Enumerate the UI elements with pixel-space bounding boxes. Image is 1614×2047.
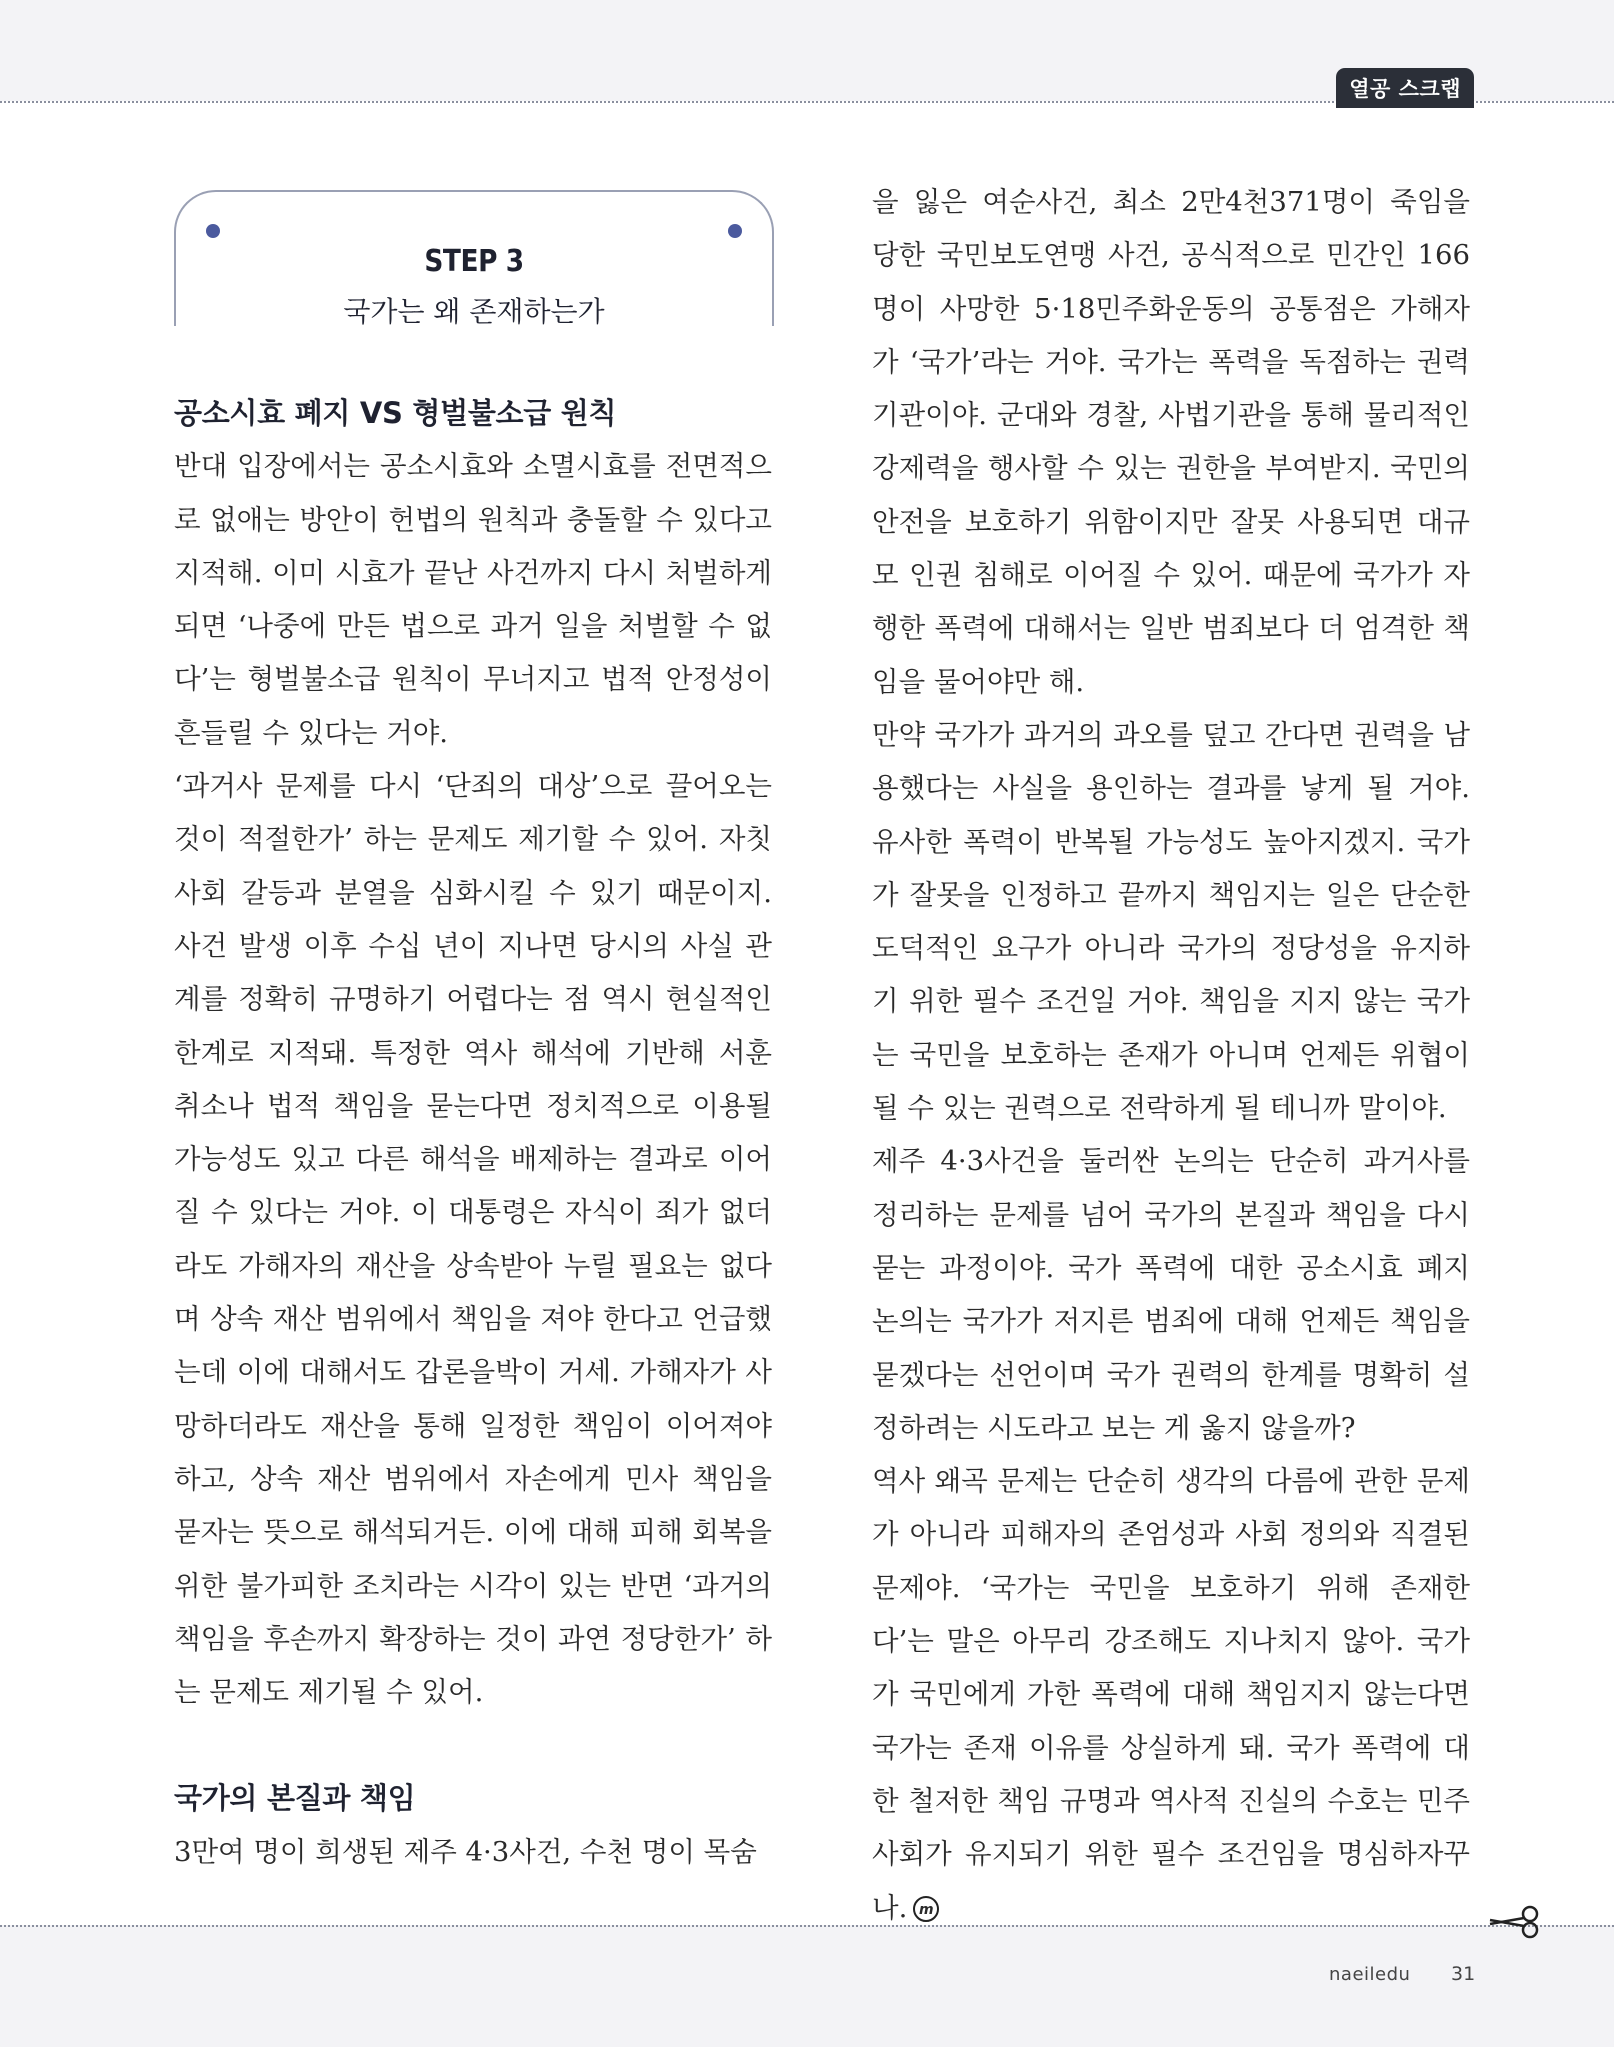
step-label: STEP 3 bbox=[424, 244, 524, 279]
paragraph: 역사 왜곡 문제는 단순히 생각의 다름에 관한 문제가 아니라 피해자의 존엄성과 사회 정의와 직결된 문제야. ‘국가는 국민을 보호하기 위해 존재한다’는 말은 아무리 강조해도 지나치지 않아. 국가가 국민에게 가한 폭력에 대해 책임지지 않는다면 국가는 존재 이유를 상실하게 돼. 국가 폭력에 대한 철저한 책임 규명과 역사적 진실의 수호는 민주 사회가 유지되기 위한 필수 조건임을 명심하자꾸나. bbox=[872, 1465, 1470, 1924]
paragraph: 을 잃은 여순사건, 최소 2만4천371명이 죽임을 당한 국민보도연맹 사건, 공식적으로 민간인 166명이 사망한 5·18민주화운동의 공통점은 가해자가 ‘국가’라는 거야. 국가는 폭력을 독점하는 권력기관이야. 군대와 경찰, 사법기관을 통해 물리적인 강제력을 행사할 수 있는 권한을 부여받지. 국민의 안전을 보호하기 위함이지만 잘못 사용되면 대규모 인권 침해로 이어질 수 있어. 때문에 국가가 자행한 폭력에 대해서는 일반 범죄보다 더 엄격한 책임을 물어야만 해. bbox=[872, 186, 1470, 698]
step-box bbox=[174, 190, 774, 326]
paragraph: 제주 4·3사건을 둘러싼 논의는 단순히 과거사를 정리하는 문제를 넘어 국가의 본질과 책임을 다시 묻는 과정이야. 국가 폭력에 대한 공소시효 폐지 논의는 국가가 저지른 범죄에 대해 언제든 책임을 묻겠다는 선언이며 국가 권력의 한계를 명확히 설정하려는 시도라고 보는 게 옳지 않을까? bbox=[872, 1145, 1470, 1444]
paragraph: 만약 국가가 과거의 과오를 덮고 간다면 권력을 남용했다는 사실을 용인하는 결과를 낳게 될 거야. 유사한 폭력이 반복될 가능성도 높아지겠지. 국가가 잘못을 인정하고 끝까지 책임지는 일은 단순한 도덕적인 요구가 아니라 국가의 정당성을 유지하기 위한 필수 조건일 거야. 책임을 지지 않는 국가는 국민을 보호하는 존재가 아니며 언제든 위협이 될 수 있는 권력으로 전락하게 될 테니까 말이야. bbox=[872, 718, 1470, 1125]
left-column bbox=[174, 387, 772, 1879]
footer-brand: naeiledu bbox=[1329, 1964, 1411, 1985]
section-tag: 열공 스크랩 bbox=[1336, 68, 1474, 108]
end-mark-icon: m bbox=[913, 1896, 939, 1922]
decorative-dot-icon bbox=[728, 224, 742, 238]
decorative-dot-icon bbox=[206, 224, 220, 238]
section-heading: 공소시효 폐지 VS 형벌불소급 원칙 bbox=[174, 396, 617, 430]
paragraph: ‘과거사 문제를 다시 ‘단죄의 대상’으로 끌어오는 것이 적절한가’ 하는 문제도 제기할 수 있어. 자칫 사회 갈등과 분열을 심화시킬 수 있기 때문이지. 사건 발생 이후 수십 년이 지나면 당시의 사실 관계를 정확히 규명하기 어렵다는 점 역시 현실적인 한계로 지적돼. 특정한 역사 해석에 기반해 서훈 취소나 법적 책임을 묻는다면 정치적으로 이용될 가능성도 있고 다른 해석을 배제하는 결과로 이어질 수 있다는 거야. 이 대통령은 자식이 죄가 없더라도 가해자의 재산을 상속받아 누릴 필요는 없다며 상속 재산 범위에서 책임을 져야 한다고 언급했는데 이에 대해서도 갑론을박이 거세. 가해자가 사망하더라도 재산을 통해 일정한 책임이 이어져야 하고, 상속 재산 범위에서 자손에게 민사 책임을 묻자는 뜻으로 해석되거든. 이에 대해 피해 회복을 위한 불가피한 조치라는 시각이 있는 반면 ‘과거의 책임을 후손까지 확장하는 것이 과연 정당한가’ 하는 문제도 제기될 수 있어. bbox=[174, 770, 772, 1709]
spacer bbox=[174, 1719, 772, 1772]
paragraph: 3만여 명이 희생된 제주 4·3사건, 수천 명이 목숨 bbox=[174, 1835, 757, 1868]
step-title: 국가는 왜 존재하는가 bbox=[343, 295, 605, 328]
scissors-icon bbox=[1486, 1900, 1548, 1940]
page-number: 31 bbox=[1451, 1963, 1476, 1985]
section-heading: 국가의 본질과 책임 bbox=[174, 1781, 416, 1816]
paragraph: 반대 입장에서는 공소시효와 소멸시효를 전면적으로 없애는 방안이 헌법의 원칙과 충돌할 수 있다고 지적해. 이미 시효가 끝난 사건까지 다시 처벌하게 되면 ‘나중에 만든 법으로 과거 일을 처벌할 수 없다’는 형벌불소급 원칙이 무너지고 법적 안정성이 흔들릴 수 있다는 거야. bbox=[174, 450, 772, 749]
right-column bbox=[872, 176, 1470, 1935]
paragraph-with-end-mark bbox=[872, 1455, 1470, 1935]
